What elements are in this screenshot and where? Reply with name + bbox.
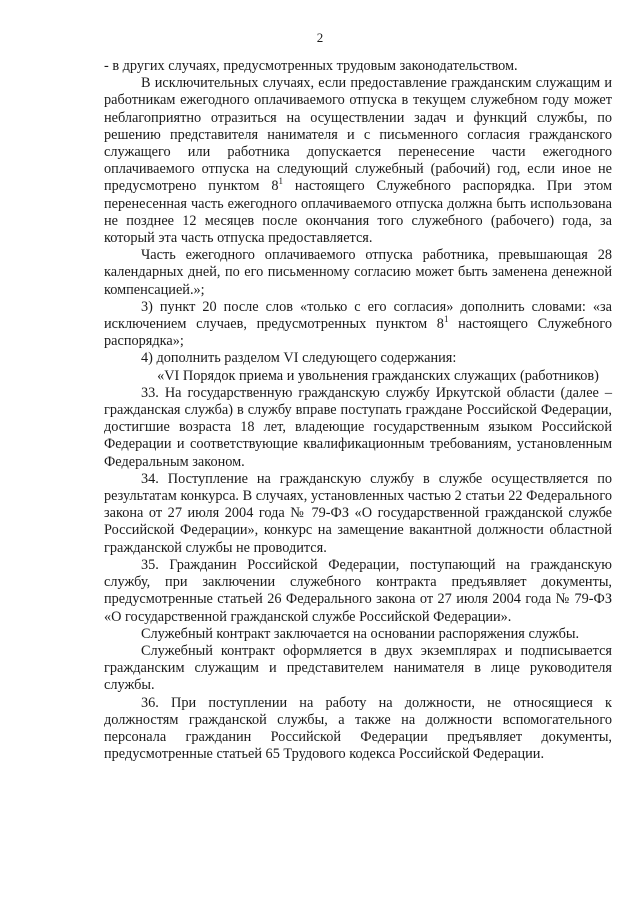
paragraph-33: 33. На государственную гражданскую службу Иркутской области (далее – гражданская служба) в службу вправе поступать граждане Российской Федерации, достигшие возраста 18 лет, владеющие государственным языком Российской Федерации и соответствующие квалификационным требованиям, установленным Федеральным законом. bbox=[104, 384, 612, 470]
paragraph-other-cases: - в других случаях, предусмотренных трудовым законодательством. bbox=[104, 58, 518, 74]
document-body bbox=[104, 58, 612, 763]
superscript-1: 1 bbox=[278, 176, 283, 187]
paragraph-exceptional-cases bbox=[104, 75, 612, 247]
paragraph-add-section: 4) дополнить разделом VI следующего содержания: bbox=[141, 350, 457, 367]
paragraph-exceptional-cases-text-part1: В исключительных случаях, если предоставление гражданским служащим и работникам ежегодного оплачиваемого отпуска в текущем служебном году может неблагоприятно отразиться на осуществлении задач и функций службы, по решению представителя нанимателя и с письменного согласия гражданского служащего или работника допускается перенесение части ежегодного оплачиваемого отпуска на следующий служебный (рабочий) год, если иное не предусмотрено пунктом 8 bbox=[104, 75, 612, 195]
paragraph-point-20-text-part2: настоящего Служебного распорядка»; bbox=[104, 316, 613, 350]
section-heading: «VI Порядок приема и увольнения гражданских служащих (работников) bbox=[157, 367, 599, 384]
paragraph-34: 34. Поступление на гражданскую службу в службе осуществляется по результатам конкурса. В случаях, установленных частью 2 статьи 22 Федерального закона от 27 июля 2004 года № 79-ФЗ «О государственной гражданской службе Российской Федерации», конкурс на замещение вакантной должности областной гражданской службы не проводится. bbox=[104, 470, 612, 556]
paragraph-exceptional-cases-text-part2: настоящего Служебного распорядка. При этом перенесенная часть ежегодного оплачиваемого отпуска должна быть использована не позднее 12 месяцев после окончания того служебного (рабочего) года, за который эта часть отпуска предоставляется. bbox=[104, 178, 613, 247]
superscript-1: 1 bbox=[443, 314, 449, 325]
paragraph-point-20-text-part1: 3) пункт 20 после слов «только с его согласия» дополнить словами: «за исключением случаев, предусмотренных пунктом 8 bbox=[104, 298, 612, 333]
paragraph-point-20 bbox=[104, 299, 612, 351]
paragraph-35: 35. Гражданин Российской Федерации, поступающий на гражданскую службу, при заключении служебного контракта предъявляет документы, предусмотренные статьей 26 Федерального закона от 27 июля 2004 года № 79-ФЗ «О государственной гражданской службе Российской Федерации». bbox=[104, 556, 612, 625]
paragraph-compensation: Часть ежегодного оплачиваемого отпуска работника, превышающая 28 календарных дней, по его письменному согласию может быть заменена денежной компенсацией.»; bbox=[104, 247, 612, 298]
page-number: 2 bbox=[316, 30, 324, 45]
paragraph-contract-basis: Служебный контракт заключается на основании распоряжения службы. bbox=[141, 625, 580, 642]
paragraph-contract-copies: Служебный контракт оформляется в двух экземплярах и подписывается гражданским служащим и представителем нанимателя в лице руководителя службы. bbox=[104, 642, 612, 694]
paragraph-36: 36. При поступлении на работу на должности, не относящиеся к должностям гражданской службы, а также на должности вспомогательного персонала гражданин Российской Федерации предъявляет документы, предусмотренные статьей 65 Трудового кодекса Российской Федерации. bbox=[104, 694, 612, 763]
